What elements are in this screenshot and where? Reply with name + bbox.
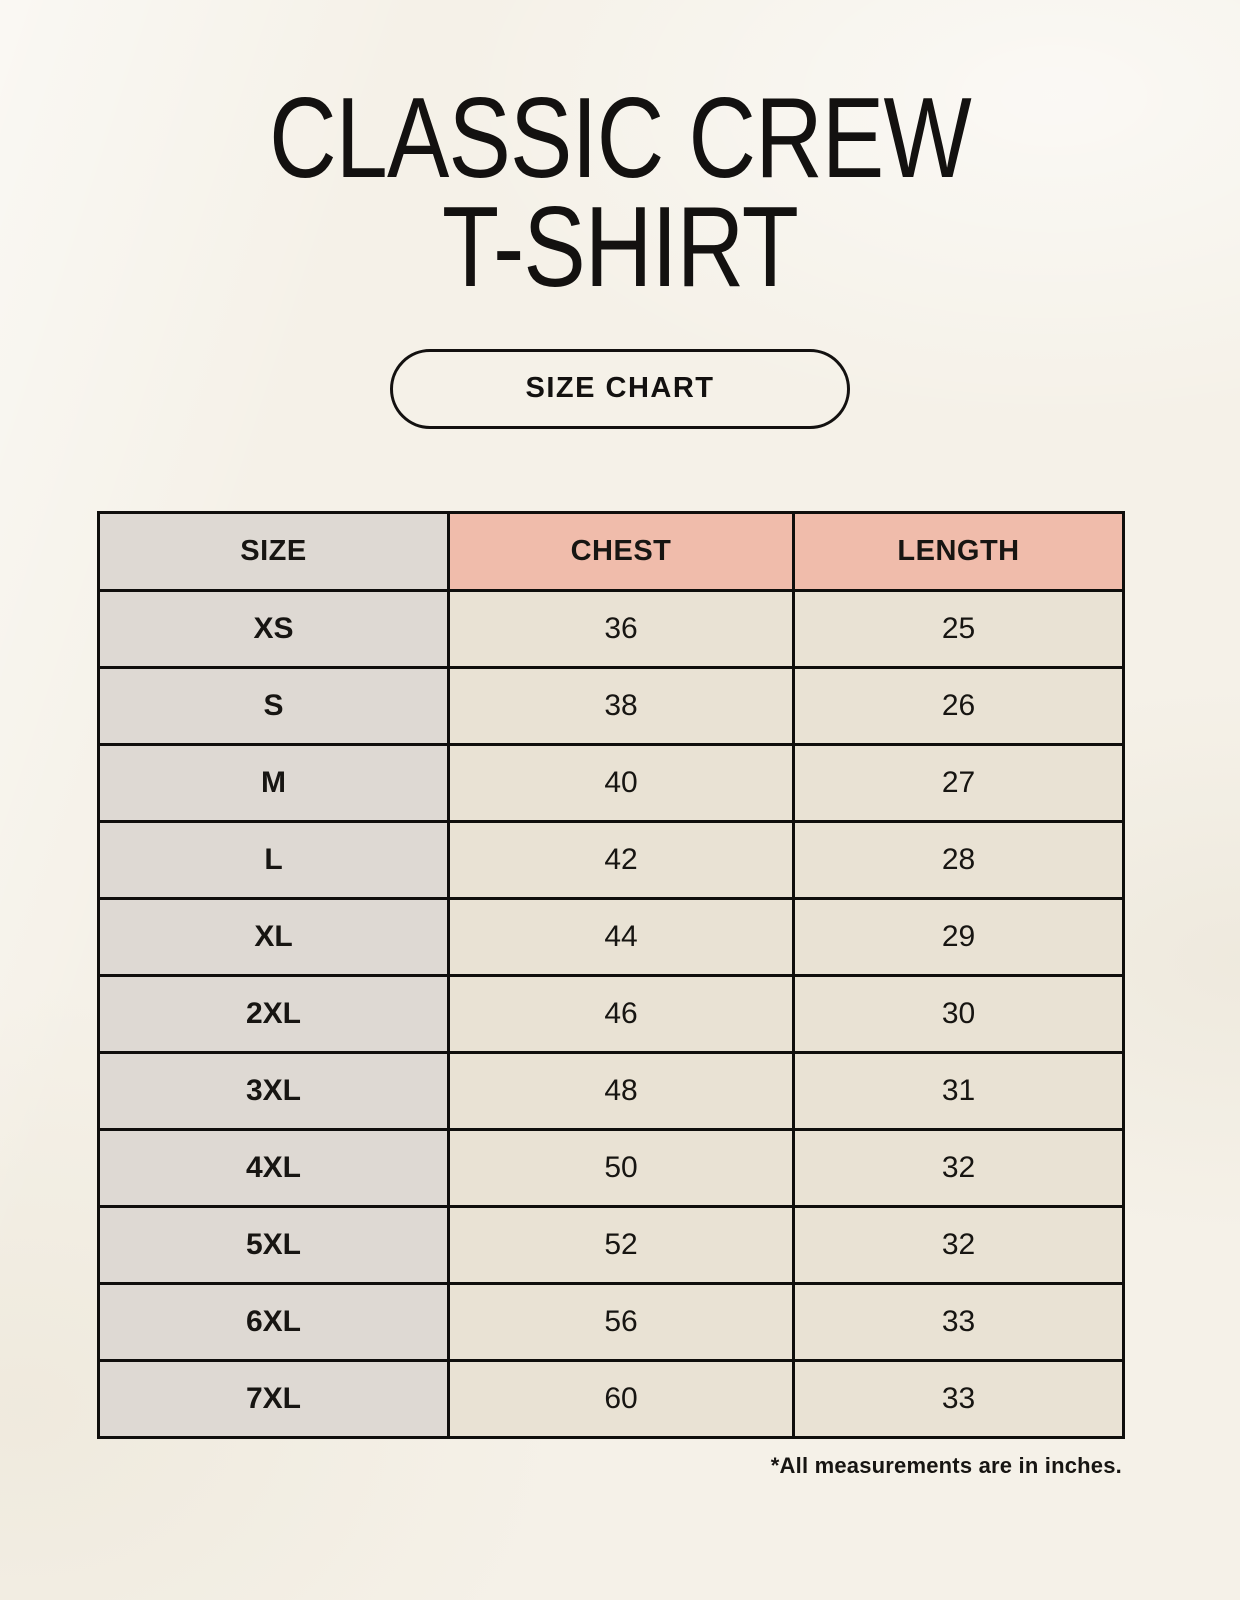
table-row xyxy=(99,667,1124,744)
column-header-length: LENGTH xyxy=(794,512,1124,590)
size-label: 2XL xyxy=(99,975,449,1052)
page-title-line1: CLASSIC CREW xyxy=(269,75,971,202)
length-value: 27 xyxy=(794,744,1124,821)
page-title xyxy=(112,0,1129,312)
table-row xyxy=(99,1360,1124,1437)
table-row xyxy=(99,1283,1124,1360)
column-header-size: SIZE xyxy=(99,512,449,590)
size-label: 3XL xyxy=(99,1052,449,1129)
chest-value: 50 xyxy=(449,1129,794,1206)
column-header-chest: CHEST xyxy=(449,512,794,590)
chest-value: 48 xyxy=(449,1052,794,1129)
table-row xyxy=(99,744,1124,821)
table-row xyxy=(99,1052,1124,1129)
chest-value: 42 xyxy=(449,821,794,898)
size-label: 6XL xyxy=(99,1283,449,1360)
chest-value: 46 xyxy=(449,975,794,1052)
size-label: 7XL xyxy=(99,1360,449,1437)
measurements-footnote: *All measurements are in inches. xyxy=(770,1452,1122,1478)
table-header-row xyxy=(99,512,1124,590)
chest-value: 40 xyxy=(449,744,794,821)
length-value: 32 xyxy=(794,1206,1124,1283)
chest-value: 36 xyxy=(449,590,794,667)
chest-value: 52 xyxy=(449,1206,794,1283)
chest-value: 44 xyxy=(449,898,794,975)
size-label: M xyxy=(99,744,449,821)
chest-value: 38 xyxy=(449,667,794,744)
size-label: 4XL xyxy=(99,1129,449,1206)
length-value: 25 xyxy=(794,590,1124,667)
length-value: 29 xyxy=(794,898,1124,975)
table-row xyxy=(99,975,1124,1052)
chest-value: 56 xyxy=(449,1283,794,1360)
size-chart-table xyxy=(97,511,1125,1439)
length-value: 33 xyxy=(794,1283,1124,1360)
chest-value: 60 xyxy=(449,1360,794,1437)
size-chart-button[interactable] xyxy=(390,349,850,429)
size-label: XS xyxy=(99,590,449,667)
size-label: XL xyxy=(99,898,449,975)
size-label: S xyxy=(99,667,449,744)
length-value: 28 xyxy=(794,821,1124,898)
length-value: 26 xyxy=(794,667,1124,744)
length-value: 32 xyxy=(794,1129,1124,1206)
table-row xyxy=(99,1206,1124,1283)
length-value: 31 xyxy=(794,1052,1124,1129)
length-value: 30 xyxy=(794,975,1124,1052)
size-label: L xyxy=(99,821,449,898)
length-value: 33 xyxy=(794,1360,1124,1437)
table-row xyxy=(99,821,1124,898)
page-title-line2: T-SHIRT xyxy=(441,184,799,312)
size-chart-button-label: SIZE CHART xyxy=(525,372,715,405)
table-row xyxy=(99,1129,1124,1206)
table-row xyxy=(99,898,1124,975)
size-label: 5XL xyxy=(99,1206,449,1283)
table-row xyxy=(99,590,1124,667)
